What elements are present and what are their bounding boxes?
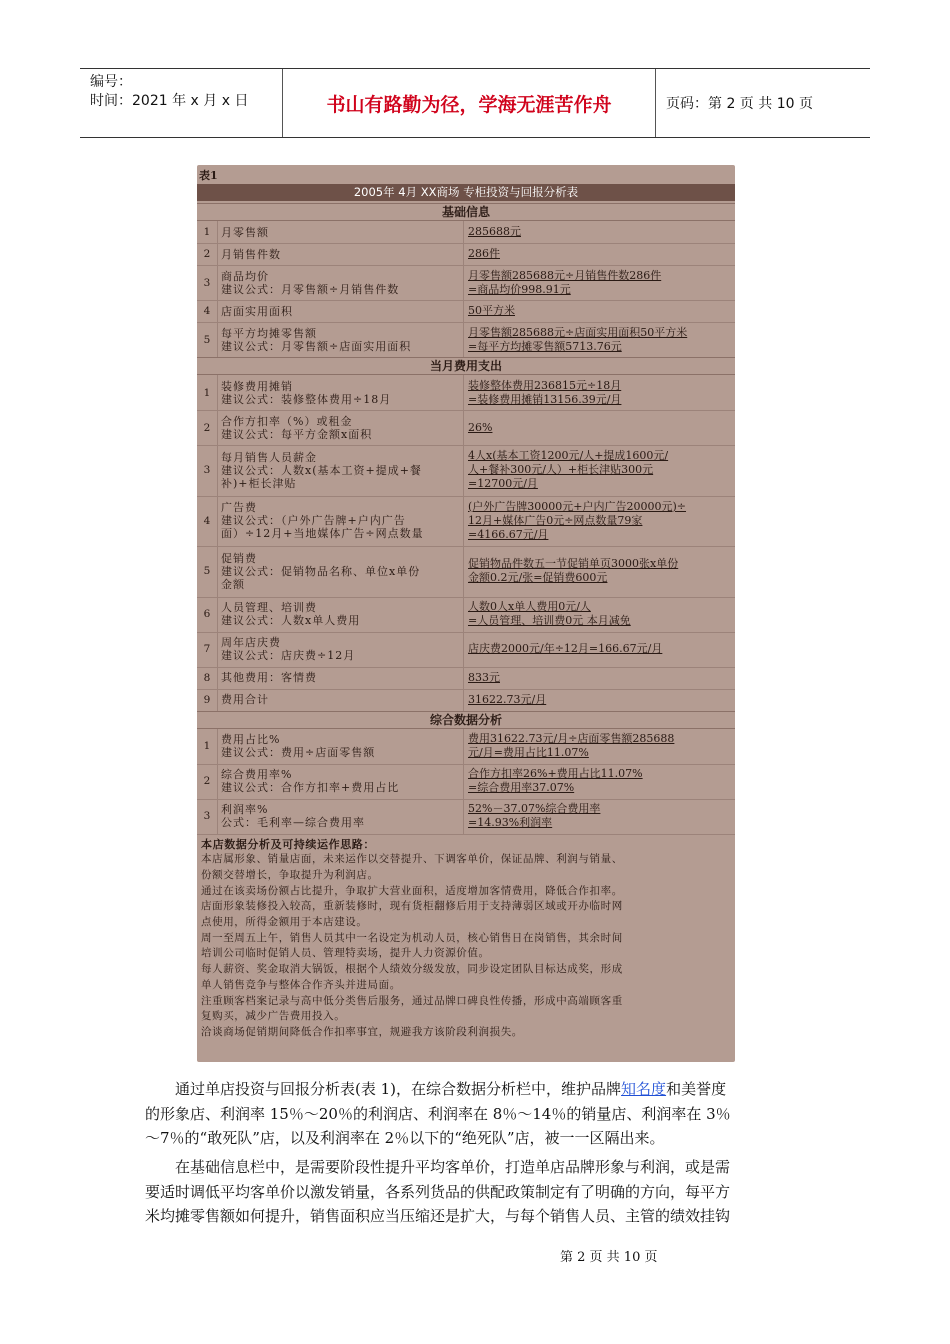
table-row	[197, 322, 735, 358]
row-item-line: 公式：毛利率—综合费用率	[221, 816, 365, 829]
row-number: 6	[197, 597, 218, 632]
row-value	[464, 410, 735, 445]
table-notes	[201, 837, 731, 1041]
table-section-header: 综合数据分析	[197, 711, 735, 729]
row-number: 9	[197, 689, 218, 711]
table-title: 2005年 4月 XX商场 专柜投资与回报分析表	[197, 184, 735, 201]
row-value	[464, 597, 735, 632]
row-item-line: 广告费	[221, 501, 257, 515]
table-row	[197, 546, 735, 598]
analysis-table-image	[197, 165, 735, 1062]
row-item-line: 建议公式：合作方扣率+费用占比	[221, 781, 400, 794]
row-value-line: 26%	[468, 420, 493, 434]
row-item-line: 建议公式：人数x单人费用	[221, 614, 361, 627]
row-item-line: 装修费用摊销	[221, 379, 293, 393]
row-number: 2	[197, 764, 218, 799]
row-number: 3	[197, 265, 218, 300]
row-item	[218, 632, 464, 667]
row-item-line: 其他费用：客情费	[221, 671, 317, 684]
table-row	[197, 243, 735, 266]
row-number: 1	[197, 375, 218, 410]
row-number: 4	[197, 496, 218, 547]
paragraph-1	[145, 1077, 810, 1151]
row-item-line: 建议公式：装修整体费用÷18月	[221, 392, 392, 406]
row-value-line: 833元	[468, 670, 500, 684]
paragraph-line: 在基础信息栏中，是需要阶段性提升平均客单价，打造单店品牌形象与利润，或是需	[175, 1158, 731, 1176]
row-value-line: (户外广告牌30000元+户内广告20000元)÷	[468, 499, 687, 513]
row-value-line: 金额0.2元/张=促销费600元	[468, 571, 608, 585]
row-value-line: 促销物品件数五一节促销单页3000张x单份	[468, 557, 679, 571]
row-item	[218, 729, 464, 764]
doc-date: 时间：2021 年 x 月 x 日	[90, 93, 249, 109]
table-section-header: 基础信息	[197, 203, 735, 221]
row-number: 1	[197, 221, 218, 243]
row-item-line: 面）÷12月+当地媒体广告÷网点数量	[221, 527, 424, 541]
row-item	[218, 799, 464, 834]
row-item-line: 建议公式：月零售额÷月销售件数	[221, 282, 400, 296]
notes-line: 单人销售竞争与整体合作齐头并进局面。	[201, 978, 401, 991]
row-item	[218, 764, 464, 799]
table-row	[197, 632, 735, 668]
row-value-line: 元/月=费用占比11.07%	[468, 746, 589, 759]
row-item	[218, 546, 464, 597]
table-row	[197, 375, 735, 411]
row-value-line: =每平方均摊零售额5713.76元	[468, 339, 622, 353]
row-item-line: 建议公式：（户外广告牌+户内广告	[221, 514, 406, 528]
row-item-line: 费用占比%	[221, 733, 281, 746]
table-row	[197, 445, 735, 497]
row-item	[218, 496, 464, 547]
row-item	[218, 322, 464, 357]
table-section-header: 当月费用支出	[197, 357, 735, 375]
row-item	[218, 375, 464, 410]
row-value-line: =综合费用率37.07%	[468, 781, 575, 794]
row-value	[464, 764, 735, 799]
row-number: 3	[197, 799, 218, 834]
paragraph-line: 通过单店投资与回报分析表(表 1)，在综合数据分析栏中，维护品牌知名度和美誉度	[175, 1080, 727, 1098]
table-row	[197, 689, 735, 712]
row-item-line: 周年店庆费	[221, 636, 281, 649]
table-row	[197, 221, 735, 244]
table-row	[197, 597, 735, 633]
row-value	[464, 632, 735, 667]
row-value-line: =商品均价998.91元	[468, 282, 571, 296]
row-item-line: 金额	[221, 577, 245, 591]
paragraph-2	[145, 1155, 810, 1229]
row-value	[464, 243, 735, 265]
row-value	[464, 667, 735, 689]
row-value-line: =4166.67元/月	[468, 527, 549, 541]
row-value	[464, 300, 735, 322]
row-item	[218, 221, 464, 243]
row-value-line: 52%－37.07%综合费用率	[468, 802, 601, 815]
row-item-line: 每月销售人员薪金	[221, 450, 317, 464]
row-item-line: 店面实用面积	[221, 304, 293, 318]
row-item	[218, 689, 464, 711]
notes-line: 注重顾客档案记录与高中低分类售后服务，通过品牌口碑良性传播，形成中高端顾客重	[201, 994, 623, 1007]
row-number: 2	[197, 410, 218, 445]
row-value-line: 店庆费2000元/年÷12月=166.67元/月	[468, 642, 663, 655]
paragraph-line: 要适时调低平均客单价以激发销量，各系列货品的供配政策制定有了明确的方向，每平方	[145, 1182, 731, 1201]
row-item-line: 商品均价	[221, 269, 269, 283]
notes-line: 店面形象装修投入较高，重新装修时，现有货柜翻修后用于支持薄弱区域或开办临时网	[201, 900, 623, 913]
notes-line: 每人薪资、奖金取消大锅饭，根据个人绩效分级发放，同步设定团队目标达成奖，形成	[201, 963, 623, 976]
row-item	[218, 300, 464, 322]
table-label: 表1	[199, 169, 218, 182]
paragraph-line: 米均摊零售额如何提升，销售面积应当压缩还是扩大，与每个销售人员、主管的绩效挂钩	[145, 1207, 731, 1225]
row-item-line: 补)+柜长津贴	[221, 476, 297, 490]
row-item-line: 建议公式：每平方金额x面积	[221, 427, 373, 441]
notes-line: 周一至周五上午，销售人员其中一名设定为机动人员，核心销售日在岗销售，其余时间	[201, 931, 623, 944]
row-item	[218, 243, 464, 265]
notes-line: 本店属形象、销量店面，未来运作以交替提升、下调客单价，保证品牌、利润与销量、	[201, 853, 623, 866]
notes-line: 复购买，减少广告费用投入。	[201, 1010, 346, 1023]
paragraph-line: 的形象店、利润率 15％～20％的利润店、利润率在 8％～14％的销量店、利润率在 3％	[145, 1104, 731, 1123]
table-row	[197, 265, 735, 301]
row-value-line: 月零售额285688元÷月销售件数286件	[468, 268, 662, 282]
row-value	[464, 546, 735, 597]
row-value-line: 装修整体费用236815元÷18月	[468, 378, 622, 392]
row-item-line: 促销费	[221, 551, 257, 565]
row-value	[464, 496, 735, 547]
row-value	[464, 729, 735, 764]
row-item-line: 月销售件数	[221, 247, 281, 261]
row-item-line: 费用合计	[221, 693, 269, 706]
table-row	[197, 496, 735, 548]
row-value-line: 4人x(基本工资1200元/人+提成1600元/	[468, 449, 669, 463]
row-item-line: 每平方均摊零售额	[221, 326, 317, 340]
row-value-line: =14.93%利润率	[468, 816, 553, 829]
row-item	[218, 445, 464, 496]
notes-line: 点使用，所得金额用于本店建设。	[201, 916, 368, 929]
row-number: 3	[197, 445, 218, 496]
notes-line: 份额交替增长，争取提升为利润店。	[201, 868, 379, 881]
row-item-line: 人员管理、培训费	[221, 601, 317, 614]
table-row	[197, 799, 735, 835]
row-value-line: 12月+媒体广告0元÷网点数量79家	[468, 513, 643, 527]
row-value	[464, 322, 735, 357]
header-motto: 书山有路勤为径，学海无涯苦作舟	[283, 69, 656, 137]
row-value-line: 合作方扣率26%+费用占比11.07%	[468, 767, 643, 780]
row-value	[464, 375, 735, 410]
row-item-line: 月零售额	[221, 225, 269, 239]
notes-heading: 本店数据分析及可持续运作思路：	[201, 837, 375, 851]
table-row	[197, 764, 735, 800]
row-value-line: =人员管理、培训费0元 本月减免	[468, 614, 631, 627]
row-item-line: 建议公式：促销物品名称、单位x单份	[221, 564, 421, 578]
row-value-line: 31622.73元/月	[468, 692, 547, 706]
table-row	[197, 300, 735, 323]
row-item-line: 利润率%	[221, 803, 269, 816]
row-number: 2	[197, 243, 218, 265]
row-value-line: 人数0人x单人费用0元/人	[468, 600, 591, 613]
row-value	[464, 799, 735, 834]
row-value-line: 月零售额285688元÷店面实用面积50平方米	[468, 325, 688, 339]
row-value-line: =12700元/月	[468, 477, 538, 491]
row-value	[464, 689, 735, 711]
link-brand-awareness[interactable]: 知名度	[621, 1080, 667, 1098]
row-value-line: 50平方米	[468, 304, 515, 317]
notes-line: 洽谈商场促销期间降低合作扣率事宜，规避我方该阶段利润损失。	[201, 1025, 523, 1038]
row-number: 4	[197, 300, 218, 322]
row-item	[218, 597, 464, 632]
row-number: 1	[197, 729, 218, 764]
row-value	[464, 221, 735, 243]
row-value-line: 人+餐补300元/人）+柜长津贴300元	[468, 463, 654, 477]
row-number: 7	[197, 632, 218, 667]
row-item-line: 综合费用率%	[221, 768, 293, 781]
notes-line: 培训公司临时促销人员、管理特卖场，提升人力资源价值。	[201, 947, 490, 960]
row-value-line: 费用31622.73元/月÷店面零售额285688	[468, 732, 675, 745]
row-item-line: 建议公式：人数x(基本工资+提成+餐	[221, 463, 422, 477]
row-value	[464, 445, 735, 496]
row-item	[218, 265, 464, 300]
table-row	[197, 729, 735, 765]
row-value-line: 286件	[468, 247, 500, 260]
header-meta	[80, 69, 283, 137]
row-number: 8	[197, 667, 218, 689]
row-value	[464, 265, 735, 300]
row-number: 5	[197, 546, 218, 597]
row-item	[218, 667, 464, 689]
notes-line: 通过在该卖场份额占比提升，争取扩大营业面积，适度增加客情费用，降低合作扣率。	[201, 884, 623, 897]
row-item-line: 建议公式：月零售额÷店面实用面积	[221, 339, 412, 353]
header-page-info: 页码：第 2 页 共 10 页	[666, 96, 813, 112]
page-footer: 第 2 页 共 10 页	[560, 1250, 658, 1265]
row-item-line: 建议公式：店庆费÷12月	[221, 649, 356, 662]
row-item	[218, 410, 464, 445]
row-value-line: 285688元	[468, 225, 521, 238]
doc-number-label: 编号：	[90, 74, 132, 90]
row-item-line: 合作方扣率（%）或租金	[221, 414, 353, 428]
row-number: 5	[197, 322, 218, 357]
row-value-line: =装修费用摊销13156.39元/月	[468, 392, 622, 406]
paragraph-line: ～7％的“敢死队”店，以及利润率在 2％以下的“绝死队”店，被一一区隔出来。	[145, 1129, 665, 1147]
page-header	[80, 68, 870, 138]
row-item-line: 建议公式：费用÷店面零售额	[221, 746, 376, 759]
table-row	[197, 410, 735, 446]
table-row	[197, 667, 735, 690]
